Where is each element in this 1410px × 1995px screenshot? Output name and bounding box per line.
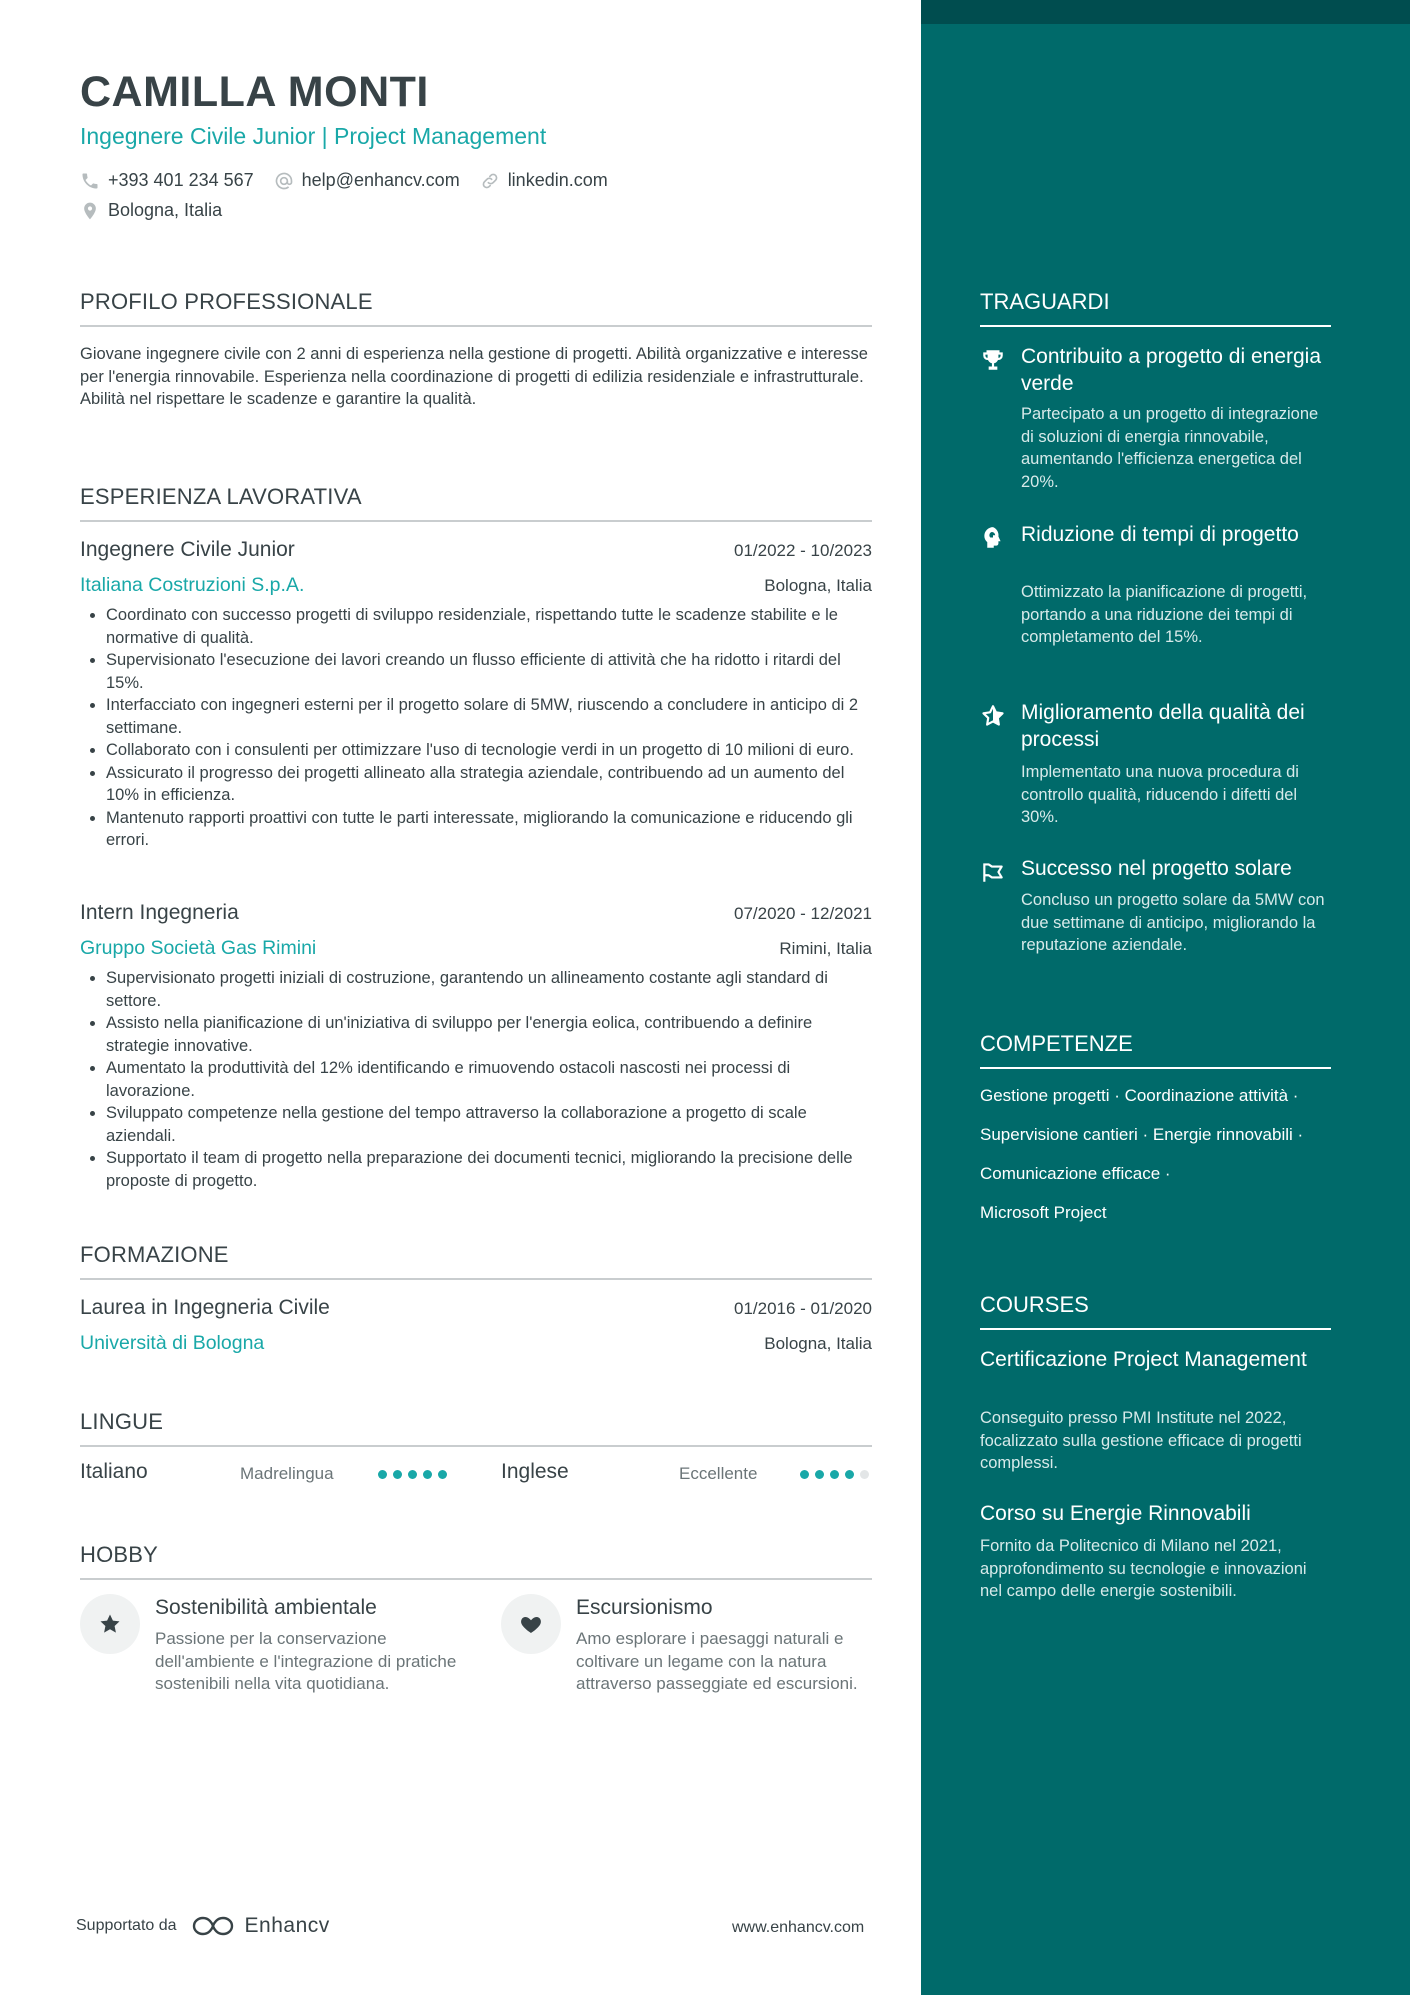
rating-dot-filled xyxy=(845,1470,854,1479)
rating-dot-filled xyxy=(423,1470,432,1479)
email-text: help@enhancv.com xyxy=(301,170,460,190)
language-name: Italiano xyxy=(80,1460,148,1483)
rating-dot-filled xyxy=(815,1470,824,1479)
achievement-title: Contribuito a progetto di energia verde xyxy=(1021,345,1322,395)
experience-section-title: ESPERIENZA LAVORATIVA xyxy=(80,484,872,522)
education-dates: 01/2016 - 01/2020 xyxy=(733,1299,872,1318)
location-text: Bologna, Italia xyxy=(108,200,223,220)
course-title: Certificazione Project Management xyxy=(980,1348,1307,1371)
education-school-row xyxy=(80,1332,872,1355)
footer-url[interactable]: www.enhancv.com xyxy=(732,1919,865,1936)
languages-row xyxy=(80,1460,872,1494)
language-level: Eccellente xyxy=(679,1464,758,1483)
achievement-item xyxy=(980,343,1331,503)
contact-email[interactable] xyxy=(274,170,460,191)
achievement-description: Concluso un progetto solare da 5MW con due settimane di anticipo, migliorando la reputazione aziendale. xyxy=(1021,891,1325,954)
job-role: Ingegnere Civile Junior xyxy=(80,538,295,561)
achievement-description: Implementato una nuova procedura di controllo qualità, riducendo i difetti del 30%. xyxy=(1021,763,1299,826)
achievement-item xyxy=(980,699,1331,839)
job-2-bullets xyxy=(80,967,872,1192)
rating-dot-filled xyxy=(830,1470,839,1479)
rating-dot-empty xyxy=(860,1470,869,1479)
job-dates: 07/2020 - 12/2021 xyxy=(733,904,872,923)
course-description: Fornito da Politecnico di Milano nel 2021, approfondimento su tecnologie e innovazioni nel campo delle energie sostenibili. xyxy=(980,1537,1307,1600)
hobby-description: Passione per la conservazione dell'ambiente e l'integrazione di pratiche sostenibili nella vita quotidiana. xyxy=(155,1629,457,1693)
education-school: Università di Bologna xyxy=(80,1332,265,1354)
skill-line: Supervisione cantieri · Energie rinnovabili · xyxy=(980,1125,1304,1144)
job-2-header xyxy=(80,901,872,925)
job-company: Gruppo Società Gas Rimini xyxy=(80,937,317,959)
candidate-headline: Ingegnere Civile Junior | Project Management xyxy=(80,123,547,149)
achievement-title: Successo nel progetto solare xyxy=(1021,857,1292,880)
course-description: Conseguito presso PMI Institute nel 2022, focalizzato sulla gestione efficace di progetti complessi. xyxy=(980,1409,1302,1472)
phone-text: +393 401 234 567 xyxy=(108,170,254,190)
job-1-header xyxy=(80,538,872,562)
job-location: Bologna, Italia xyxy=(764,576,872,595)
star-icon xyxy=(98,1612,122,1636)
achievements-section-title: TRAGUARDI xyxy=(980,289,1331,327)
list-item: • Coordinato con successo progetti di sviluppo residenziale, rispettando tutte le scadenze stabilite e le normative di qualità. xyxy=(106,604,872,649)
job-dates: 01/2022 - 10/2023 xyxy=(733,541,872,560)
job-2-company-row xyxy=(80,937,872,960)
list-item: • Supportato il team di progetto nella preparazione dei documenti tecnici, migliorando la precisione delle proposte di progetto. xyxy=(106,1147,872,1192)
sidebar xyxy=(921,0,1410,1995)
list-item: • Interfacciato con ingegneri esterni per il progetto solare di 5MW, riuscendo a concludere in anticipo di 2 settimane. xyxy=(106,694,872,739)
location-pin-icon xyxy=(80,201,100,221)
rating-dot-filled xyxy=(438,1470,447,1479)
achievement-title: Riduzione di tempi di progetto xyxy=(1021,523,1299,546)
profile-summary: Giovane ingegnere civile con 2 anni di esperienza nella gestione di progetti. Abilità organizzative e interesse per l'energia rinnovabile. Esperienza nella coordinazione di progetti di edilizia residenziale e infrastrutturale. Abilità nel rispettare le scadenze e garantire la qualità. xyxy=(80,345,868,408)
skills-section-title: COMPETENZE xyxy=(980,1031,1331,1069)
hobby-section-title: HOBBY xyxy=(80,1542,872,1580)
achievement-title: Miglioramento della qualità dei processi xyxy=(1021,701,1305,751)
hobby-icon-circle xyxy=(501,1594,561,1654)
skill-line: Microsoft Project xyxy=(980,1203,1107,1222)
powered-by-text: Supportato da xyxy=(76,1917,177,1934)
list-item: • Supervisionato progetti iniziali di costruzione, garantendo un allineamento costante agli standard di settore. xyxy=(106,967,872,1012)
hobby-title: Escursionismo xyxy=(576,1596,713,1619)
list-item: • Assicurato il progresso dei progetti allineato alla strategia aziendale, contribuendo ad un aumento del 10% in efficienza. xyxy=(106,762,872,807)
language-rating xyxy=(800,1470,875,1479)
flag-icon xyxy=(980,859,1006,885)
contact-row-2 xyxy=(80,200,242,221)
language-rating xyxy=(378,1470,453,1479)
list-item: • Aumentato la produttività del 12% identificando e rimuovendo ostacoli nascosti nei processi di lavorazione. xyxy=(106,1057,872,1102)
contact-row xyxy=(80,170,628,191)
heart-icon xyxy=(519,1612,543,1636)
skill-line: Gestione progetti · Coordinazione attività · xyxy=(980,1086,1299,1105)
list-item: • Supervisionato l'esecuzione dei lavori creando un flusso efficiente di attività che ha ridotto i ritardi del 15%. xyxy=(106,649,872,694)
achievement-description: Partecipato a un progetto di integrazione di soluzioni di energia rinnovabile, aumentando l'efficienza energetica del 20%. xyxy=(1021,405,1319,491)
website-text: linkedin.com xyxy=(507,170,608,190)
trophy-icon xyxy=(980,347,1006,373)
job-1-bullets xyxy=(80,604,872,852)
achievement-item xyxy=(980,855,1331,995)
achievement-item xyxy=(980,521,1331,681)
contact-website[interactable] xyxy=(480,170,608,191)
hobby-item xyxy=(501,1594,901,1734)
sidebar-top-bar xyxy=(921,0,1410,24)
skill-line: Comunicazione efficace · xyxy=(980,1164,1171,1183)
list-item: • Mantenuto rapporti proattivi con tutte le parti interessate, migliorando la comunicazione e riducendo gli errori. xyxy=(106,807,872,852)
achievement-description: Ottimizzato la pianificazione di progetti, portando a una riduzione dei tempi di completamento del 15%. xyxy=(1021,583,1308,646)
education-section-title: FORMAZIONE xyxy=(80,1242,872,1280)
enhancv-logo-icon xyxy=(189,1913,237,1939)
languages-section-title: LINGUE xyxy=(80,1409,872,1447)
courses-section-title: COURSES xyxy=(980,1292,1331,1330)
language-level: Madrelingua xyxy=(240,1464,334,1483)
at-icon xyxy=(274,171,294,191)
list-item: • Sviluppato competenze nella gestione del tempo attraverso la collaborazione a progetto di scale aziendali. xyxy=(106,1102,872,1147)
course-title: Corso su Energie Rinnovabili xyxy=(980,1502,1251,1525)
job-role: Intern Ingegneria xyxy=(80,901,239,924)
list-item: • Collaborato con i consulenti per ottimizzare l'uso di tecnologie verdi in un progetto di 10 milioni di euro. xyxy=(106,739,872,762)
footer-brand xyxy=(76,1913,330,1939)
language-name: Inglese xyxy=(501,1460,569,1483)
job-company: Italiana Costruzioni S.p.A. xyxy=(80,574,305,596)
hobby-icon-circle xyxy=(80,1594,140,1654)
job-location: Rimini, Italia xyxy=(779,939,872,958)
education-header xyxy=(80,1296,872,1320)
list-item: • Assisto nella pianificazione di un'iniziativa di sviluppo per l'energia eolica, contribuendo a definire strategie innovative. xyxy=(106,1012,872,1057)
profile-section-title: PROFILO PROFESSIONALE xyxy=(80,289,872,327)
hobby-item xyxy=(80,1594,480,1734)
link-icon xyxy=(480,171,500,191)
hobby-description: Amo esplorare i paesaggi naturali e coltivare un legame con la natura attraverso passeggiate ed escursioni. xyxy=(576,1629,858,1693)
rating-dot-filled xyxy=(800,1470,809,1479)
contact-phone xyxy=(80,170,254,191)
rating-dot-filled xyxy=(408,1470,417,1479)
contact-location xyxy=(80,200,222,221)
education-degree: Laurea in Ingegneria Civile xyxy=(80,1296,330,1319)
brain-icon xyxy=(980,525,1006,551)
star-outline-icon xyxy=(980,703,1006,729)
rating-dot-filled xyxy=(378,1470,387,1479)
education-location: Bologna, Italia xyxy=(764,1334,872,1353)
brand-name: Enhancv xyxy=(244,1914,330,1937)
job-1-company-row xyxy=(80,574,872,597)
hobby-title: Sostenibilità ambientale xyxy=(155,1596,377,1619)
phone-icon xyxy=(80,171,100,191)
rating-dot-filled xyxy=(393,1470,402,1479)
candidate-name: CAMILLA MONTI xyxy=(80,68,429,116)
